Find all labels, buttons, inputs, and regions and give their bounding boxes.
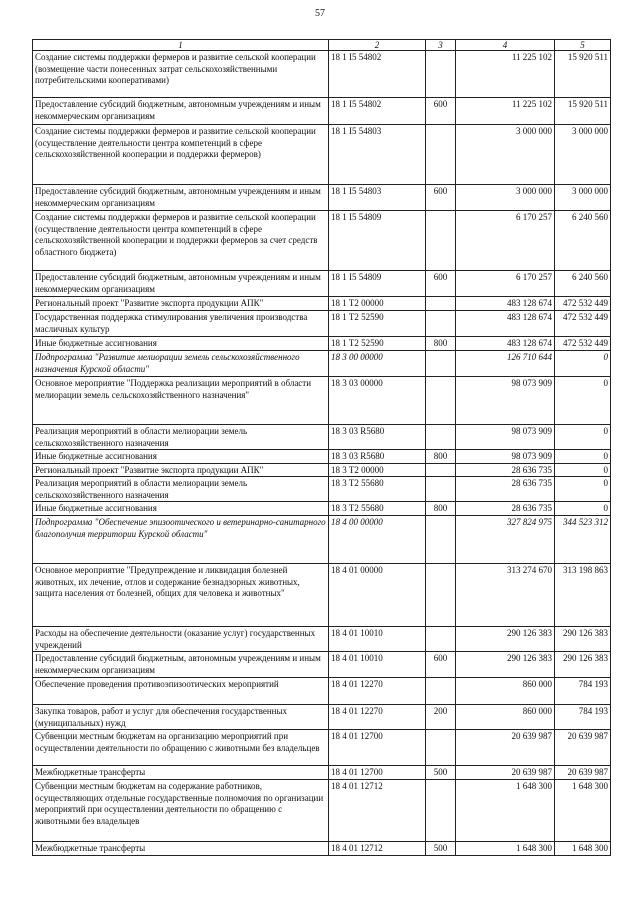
row-vr-cell	[426, 51, 456, 98]
row-sum-2021-cell: 3 000 000	[456, 185, 555, 211]
row-code-cell: 18 4 01 00000	[329, 564, 426, 627]
row-sum-2021-cell: 483 128 674	[456, 311, 555, 337]
row-vr-cell	[426, 311, 456, 337]
row-name-cell: Иные бюджетные ассигнования	[33, 450, 329, 464]
row-sum-2021-cell: 483 128 674	[456, 337, 555, 351]
table-row	[33, 842, 611, 856]
row-sum-2022-cell: 290 126 383	[555, 627, 611, 652]
row-sum-2022-cell: 313 198 863	[555, 564, 611, 627]
budget-table-body	[33, 40, 611, 856]
row-sum-2021-cell: 860 000	[456, 705, 555, 730]
row-sum-2021-cell: 6 170 257	[456, 271, 555, 297]
row-sum-2022-cell: 20 639 987	[555, 730, 611, 766]
row-name-cell: Основное мероприятие "Поддержка реализации мероприятий в области мелиорации земель сельскохозяйственного назначения"	[33, 377, 329, 425]
header-cell-name: 1	[33, 40, 329, 51]
row-sum-2021-cell: 28 636 735	[456, 463, 555, 477]
row-sum-2021-cell: 28 636 735	[456, 502, 555, 516]
row-sum-2021-cell: 1 648 300	[456, 780, 555, 842]
row-sum-2021-cell: 11 225 102	[456, 51, 555, 98]
row-sum-2022-cell: 0	[555, 477, 611, 502]
row-vr-cell	[426, 780, 456, 842]
header-cell-vr: 3	[426, 40, 456, 51]
row-code-cell: 18 4 01 12700	[329, 730, 426, 766]
row-sum-2021-cell: 313 274 670	[456, 564, 555, 627]
row-sum-2021-cell: 290 126 383	[456, 652, 555, 678]
row-name-cell: Создание системы поддержки фермеров и развитие сельской кооперации (возмещение части понесенных затрат сельскохозяйственными потребительскими кооперативами)	[33, 51, 329, 98]
row-sum-2022-cell: 784 193	[555, 678, 611, 705]
row-sum-2022-cell: 472 532 449	[555, 311, 611, 337]
table-row	[33, 627, 611, 652]
header-cell-sum1: 4	[456, 40, 555, 51]
table-row	[33, 211, 611, 271]
row-code-cell: 18 4 01 12700	[329, 766, 426, 780]
row-vr-cell: 600	[426, 652, 456, 678]
row-code-cell: 18 1 I5 54802	[329, 98, 426, 125]
row-code-cell: 18 1 I5 54802	[329, 51, 426, 98]
table-row	[33, 185, 611, 211]
row-vr-cell: 500	[426, 766, 456, 780]
table-row	[33, 477, 611, 502]
table-row	[33, 425, 611, 450]
row-sum-2022-cell: 0	[555, 425, 611, 450]
row-sum-2021-cell: 327 824 975	[456, 516, 555, 564]
table-row	[33, 730, 611, 766]
row-sum-2022-cell: 290 126 383	[555, 652, 611, 678]
row-vr-cell	[426, 125, 456, 185]
row-sum-2021-cell: 28 636 735	[456, 477, 555, 502]
row-sum-2021-cell: 20 639 987	[456, 766, 555, 780]
row-sum-2022-cell: 472 532 449	[555, 297, 611, 311]
row-code-cell: 18 1 T2 52590	[329, 337, 426, 351]
table-row	[33, 450, 611, 464]
row-code-cell: 18 3 T2 55680	[329, 502, 426, 516]
table-row	[33, 125, 611, 185]
row-code-cell: 18 4 01 10010	[329, 652, 426, 678]
row-name-cell: Иные бюджетные ассигнования	[33, 337, 329, 351]
table-row	[33, 652, 611, 678]
row-vr-cell	[426, 351, 456, 377]
row-code-cell: 18 3 03 R5680	[329, 450, 426, 464]
table-row	[33, 98, 611, 125]
row-vr-cell	[426, 477, 456, 502]
row-name-cell: Региональный проект "Развитие экспорта продукции АПК"	[33, 297, 329, 311]
row-vr-cell: 200	[426, 705, 456, 730]
row-code-cell: 18 4 01 12270	[329, 705, 426, 730]
table-row	[33, 337, 611, 351]
row-code-cell: 18 3 00 00000	[329, 351, 426, 377]
row-name-cell: Межбюджетные трансферты	[33, 842, 329, 856]
row-sum-2021-cell: 860 000	[456, 678, 555, 705]
row-name-cell: Расходы на обеспечение деятельности (оказание услуг) государственных учреждений	[33, 627, 329, 652]
header-cell-code: 2	[329, 40, 426, 51]
row-code-cell: 18 1 T2 52590	[329, 311, 426, 337]
row-name-cell: Закупка товаров, работ и услуг для обеспечения государственных (муниципальных) нужд	[33, 705, 329, 730]
table-row	[33, 377, 611, 425]
row-name-cell: Государственная поддержка стимулирования увеличения производства масличных культур	[33, 311, 329, 337]
row-vr-cell	[426, 730, 456, 766]
header-row	[33, 40, 611, 51]
row-sum-2022-cell: 3 000 000	[555, 125, 611, 185]
row-sum-2021-cell: 126 710 644	[456, 351, 555, 377]
row-code-cell: 18 4 01 10010	[329, 627, 426, 652]
row-name-cell: Предоставление субсидий бюджетным, автономным учреждениям и иным некоммерческим организациям	[33, 271, 329, 297]
page-number: 57	[315, 8, 325, 19]
row-name-cell: Подпрограмма "Обеспечение эпизоотического и ветеринарно-санитарного благополучия территории Курской области"	[33, 516, 329, 564]
row-sum-2022-cell: 0	[555, 450, 611, 464]
table-row	[33, 705, 611, 730]
row-code-cell: 18 3 T2 55680	[329, 477, 426, 502]
row-vr-cell	[426, 425, 456, 450]
row-name-cell: Подпрограмма "Развитие мелиорации земель сельскохозяйственного назначения Курской области"	[33, 351, 329, 377]
row-sum-2022-cell: 20 639 987	[555, 766, 611, 780]
row-vr-cell	[426, 678, 456, 705]
row-vr-cell	[426, 627, 456, 652]
row-sum-2021-cell: 483 128 674	[456, 297, 555, 311]
row-name-cell: Субвенции местным бюджетам на организацию мероприятий при осуществлении деятельности по обращению с животными без владельцев	[33, 730, 329, 766]
row-name-cell: Создание системы поддержки фермеров и развитие сельской кооперации (осуществление деятельности центра компетенций в сфере сельскохозяйственной кооперации и поддержки фермеров)	[33, 125, 329, 185]
row-code-cell: 18 3 03 R5680	[329, 425, 426, 450]
row-sum-2021-cell: 6 170 257	[456, 211, 555, 271]
row-code-cell: 18 4 01 12712	[329, 780, 426, 842]
table-row	[33, 780, 611, 842]
table-row	[33, 678, 611, 705]
row-sum-2022-cell: 1 648 300	[555, 842, 611, 856]
row-name-cell: Межбюджетные трансферты	[33, 766, 329, 780]
row-sum-2021-cell: 3 000 000	[456, 125, 555, 185]
table-row	[33, 516, 611, 564]
row-name-cell: Предоставление субсидий бюджетным, автономным учреждениям и иным некоммерческим организациям	[33, 185, 329, 211]
row-sum-2022-cell: 472 532 449	[555, 337, 611, 351]
row-name-cell: Обеспечение проведения противоэпизоотических мероприятий	[33, 678, 329, 705]
row-name-cell: Основное мероприятие "Предупреждение и ликвидация болезней животных, их лечение, отлов и содержание безнадзорных животных, защита населения от болезней, общих для человека и животных"	[33, 564, 329, 627]
row-sum-2022-cell: 1 648 300	[555, 780, 611, 842]
row-vr-cell	[426, 297, 456, 311]
row-vr-cell: 800	[426, 450, 456, 464]
row-vr-cell	[426, 463, 456, 477]
row-name-cell: Реализация мероприятий в области мелиорации земель сельскохозяйственного назначения	[33, 477, 329, 502]
row-name-cell: Иные бюджетные ассигнования	[33, 502, 329, 516]
row-code-cell: 18 4 00 00000	[329, 516, 426, 564]
row-sum-2022-cell: 3 000 000	[555, 185, 611, 211]
row-name-cell: Субвенции местным бюджетам на содержание работников, осуществляющих отдельные государственные полномочия по организации мероприятий при осуществлении деятельности по обращению с животными без владельцев	[33, 780, 329, 842]
table-row	[33, 463, 611, 477]
budget-table	[32, 39, 611, 856]
row-name-cell: Региональный проект "Развитие экспорта продукции АПК"	[33, 463, 329, 477]
row-sum-2022-cell: 0	[555, 351, 611, 377]
row-code-cell: 18 1 I5 54809	[329, 271, 426, 297]
row-sum-2022-cell: 15 920 511	[555, 51, 611, 98]
row-sum-2021-cell: 1 648 300	[456, 842, 555, 856]
table-row	[33, 766, 611, 780]
header-cell-sum2: 5	[555, 40, 611, 51]
row-sum-2022-cell: 344 523 312	[555, 516, 611, 564]
row-sum-2021-cell: 20 639 987	[456, 730, 555, 766]
row-sum-2021-cell: 11 225 102	[456, 98, 555, 125]
row-vr-cell: 800	[426, 502, 456, 516]
row-sum-2022-cell: 15 920 511	[555, 98, 611, 125]
table-row	[33, 351, 611, 377]
row-sum-2021-cell: 98 073 909	[456, 425, 555, 450]
row-sum-2021-cell: 98 073 909	[456, 450, 555, 464]
table-row	[33, 564, 611, 627]
row-vr-cell	[426, 564, 456, 627]
row-sum-2022-cell: 784 193	[555, 705, 611, 730]
row-name-cell: Предоставление субсидий бюджетным, автономным учреждениям и иным некоммерческим организациям	[33, 98, 329, 125]
row-name-cell: Предоставление субсидий бюджетным, автономным учреждениям и иным некоммерческим организациям	[33, 652, 329, 678]
row-sum-2022-cell: 0	[555, 463, 611, 477]
row-vr-cell: 600	[426, 98, 456, 125]
row-vr-cell: 800	[426, 337, 456, 351]
row-code-cell: 18 1 I5 54809	[329, 211, 426, 271]
row-sum-2022-cell: 0	[555, 377, 611, 425]
row-sum-2021-cell: 98 073 909	[456, 377, 555, 425]
row-vr-cell: 500	[426, 842, 456, 856]
row-vr-cell: 600	[426, 185, 456, 211]
row-sum-2022-cell: 0	[555, 502, 611, 516]
row-vr-cell	[426, 377, 456, 425]
row-sum-2022-cell: 6 240 560	[555, 211, 611, 271]
row-code-cell: 18 4 01 12712	[329, 842, 426, 856]
table-row	[33, 502, 611, 516]
row-code-cell: 18 4 01 12270	[329, 678, 426, 705]
row-code-cell: 18 1 T2 00000	[329, 297, 426, 311]
row-name-cell: Реализация мероприятий в области мелиорации земель сельскохозяйственного назначения	[33, 425, 329, 450]
table-row	[33, 297, 611, 311]
row-sum-2022-cell: 6 240 560	[555, 271, 611, 297]
row-code-cell: 18 3 03 00000	[329, 377, 426, 425]
row-code-cell: 18 3 T2 00000	[329, 463, 426, 477]
table-row	[33, 271, 611, 297]
table-row	[33, 51, 611, 98]
row-name-cell: Создание системы поддержки фермеров и развитие сельской кооперации (осуществление деятельности центра компетенций в сфере сельскохозяйственной кооперации и поддержки фермеров за счет средств областного бюджета)	[33, 211, 329, 271]
row-vr-cell	[426, 516, 456, 564]
row-code-cell: 18 1 I5 54803	[329, 185, 426, 211]
row-vr-cell: 600	[426, 271, 456, 297]
table-row	[33, 311, 611, 337]
row-code-cell: 18 1 I5 54803	[329, 125, 426, 185]
row-sum-2021-cell: 290 126 383	[456, 627, 555, 652]
row-vr-cell	[426, 211, 456, 271]
